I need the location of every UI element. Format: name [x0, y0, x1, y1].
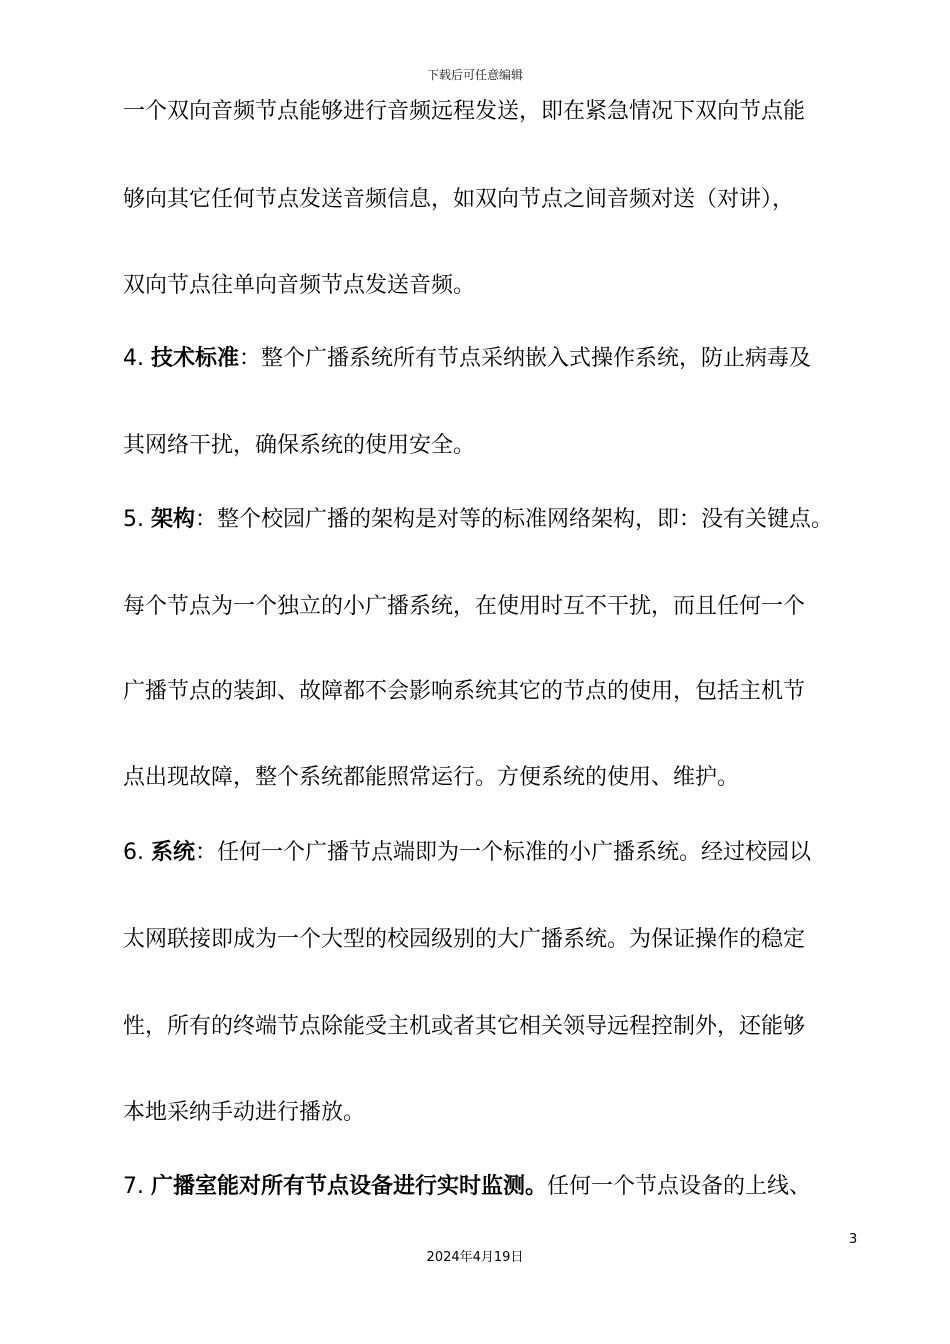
line-12: 性，所有的终端节点除能受主机或者其它相关领导远程控制外，还能够	[123, 1014, 806, 1039]
line-11: 太网联接即成为一个大型的校园级别的大广播系统。为保证操作的稳定	[123, 927, 806, 952]
line-4: 4. 技术标准：整个广播系统所有节点采纳嵌入式操作系统，防止病毒及	[123, 346, 812, 371]
page-number: 3	[849, 1232, 858, 1247]
line-14: 7. 广播室能对所有节点设备进行实时监测。任何一个节点设备的上线、	[123, 1174, 812, 1199]
page-header: 下载后可任意编辑	[426, 68, 523, 82]
line-7: 每个节点为一个独立的小广播系统，在使用时互不干扰，而且任何一个	[123, 594, 806, 619]
line-5: 其网络干扰，确保系统的使用安全。	[123, 433, 476, 458]
line-9: 点出现故障，整个系统都能照常运行。方便系统的使用、维护。	[123, 765, 740, 790]
line-10: 6. 系统：任何一个广播节点端即为一个标准的小广播系统。经过校园以	[123, 840, 812, 865]
line-6: 5. 架构：整个校园广播的架构是对等的标准网络架构，即：没有关键点。	[123, 507, 834, 532]
line-2: 够向其它任何节点发送音频信息，如双向节点之间音频对送（对讲），	[123, 187, 795, 212]
line-1: 一个双向音频节点能够进行音频远程发送，即在紧急情况下双向节点能	[123, 99, 806, 124]
page-footer-date: 2024年4月19日	[426, 1250, 524, 1265]
line-8: 广播节点的装卸、故障都不会影响系统其它的节点的使用，包括主机节	[123, 679, 806, 704]
line-3: 双向节点往单向音频节点发送音频。	[123, 273, 476, 298]
line-13: 本地采纳手动进行播放。	[123, 1100, 366, 1125]
